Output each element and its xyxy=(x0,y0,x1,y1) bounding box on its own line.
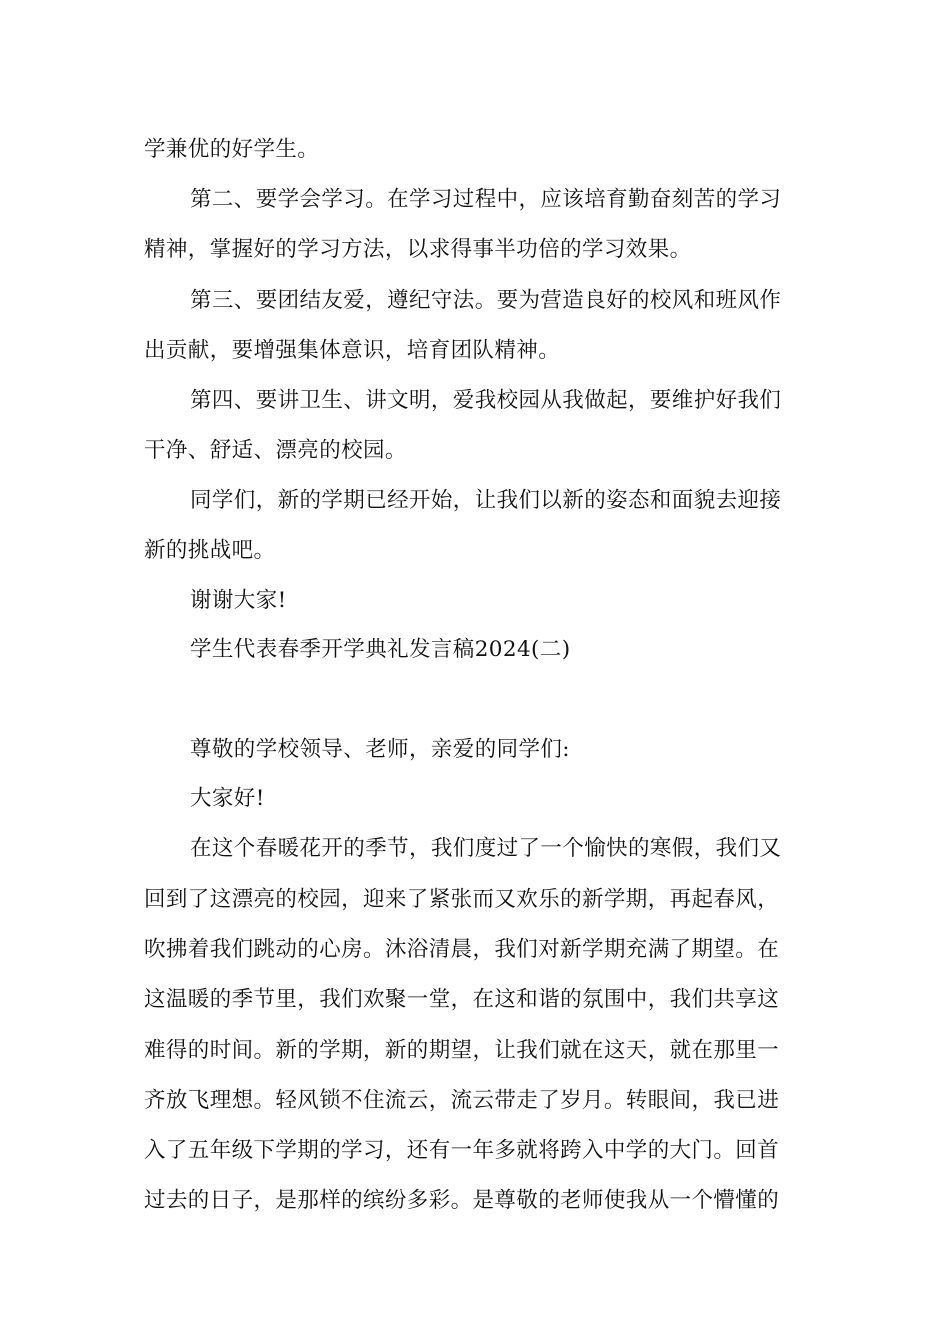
text-line: 过去的日子，是那样的缤纷多彩。是尊敬的老师使我从一个懵懂的 xyxy=(144,1188,780,1213)
text-line: 学兼优的好学生。 xyxy=(144,137,320,162)
greeting: 大家好! xyxy=(190,786,265,811)
text-line: 第二、要学会学习。在学习过程中，应该培育勤奋刻苦的学习 xyxy=(190,187,782,212)
text-line: 新的挑战吧。 xyxy=(144,538,276,563)
text-line: 入了五年级下学期的学习，还有一年多就将跨入中学的大门。回首 xyxy=(144,1138,780,1163)
text-line: 吹拂着我们跳动的心房。沐浴清晨，我们对新学期充满了期望。在 xyxy=(144,937,780,962)
salutation: 尊敬的学校领导、老师，亲爱的同学们: xyxy=(190,737,570,762)
text-line: 在这个春暖花开的季节，我们度过了一个愉快的寒假，我们又 xyxy=(190,836,782,861)
text-line: 齐放飞理想。轻风锁不住流云，流云带走了岁月。转眼间，我已进 xyxy=(144,1088,780,1113)
text-line: 难得的时间。新的学期，新的期望，让我们就在这天，就在那里一 xyxy=(144,1038,780,1063)
text-line: 第四、要讲卫生、讲文明，爱我校园从我做起，要维护好我们 xyxy=(190,388,782,413)
text-line: 干净、舒适、漂亮的校园。 xyxy=(144,438,407,463)
text-line: 精神，掌握好的学习方法，以求得事半功倍的学习效果。 xyxy=(144,237,692,262)
text-line: 出贡献，要增强集体意识，培育团队精神。 xyxy=(144,338,561,363)
section-heading: 学生代表春季开学典礼发言稿2024(二) xyxy=(190,637,571,662)
text-line: 谢谢大家! xyxy=(190,588,287,613)
text-line: 同学们，新的学期已经开始，让我们以新的姿态和面貌去迎接 xyxy=(190,488,782,513)
text-line: 回到了这漂亮的校园，迎来了紧张而又欢乐的新学期，再起春风， xyxy=(144,887,780,912)
text-line: 这温暖的季节里，我们欢聚一堂，在这和谐的氛围中，我们共享这 xyxy=(144,987,780,1012)
text-line: 第三、要团结友爱，遵纪守法。要为营造良好的校风和班风作 xyxy=(190,288,782,313)
